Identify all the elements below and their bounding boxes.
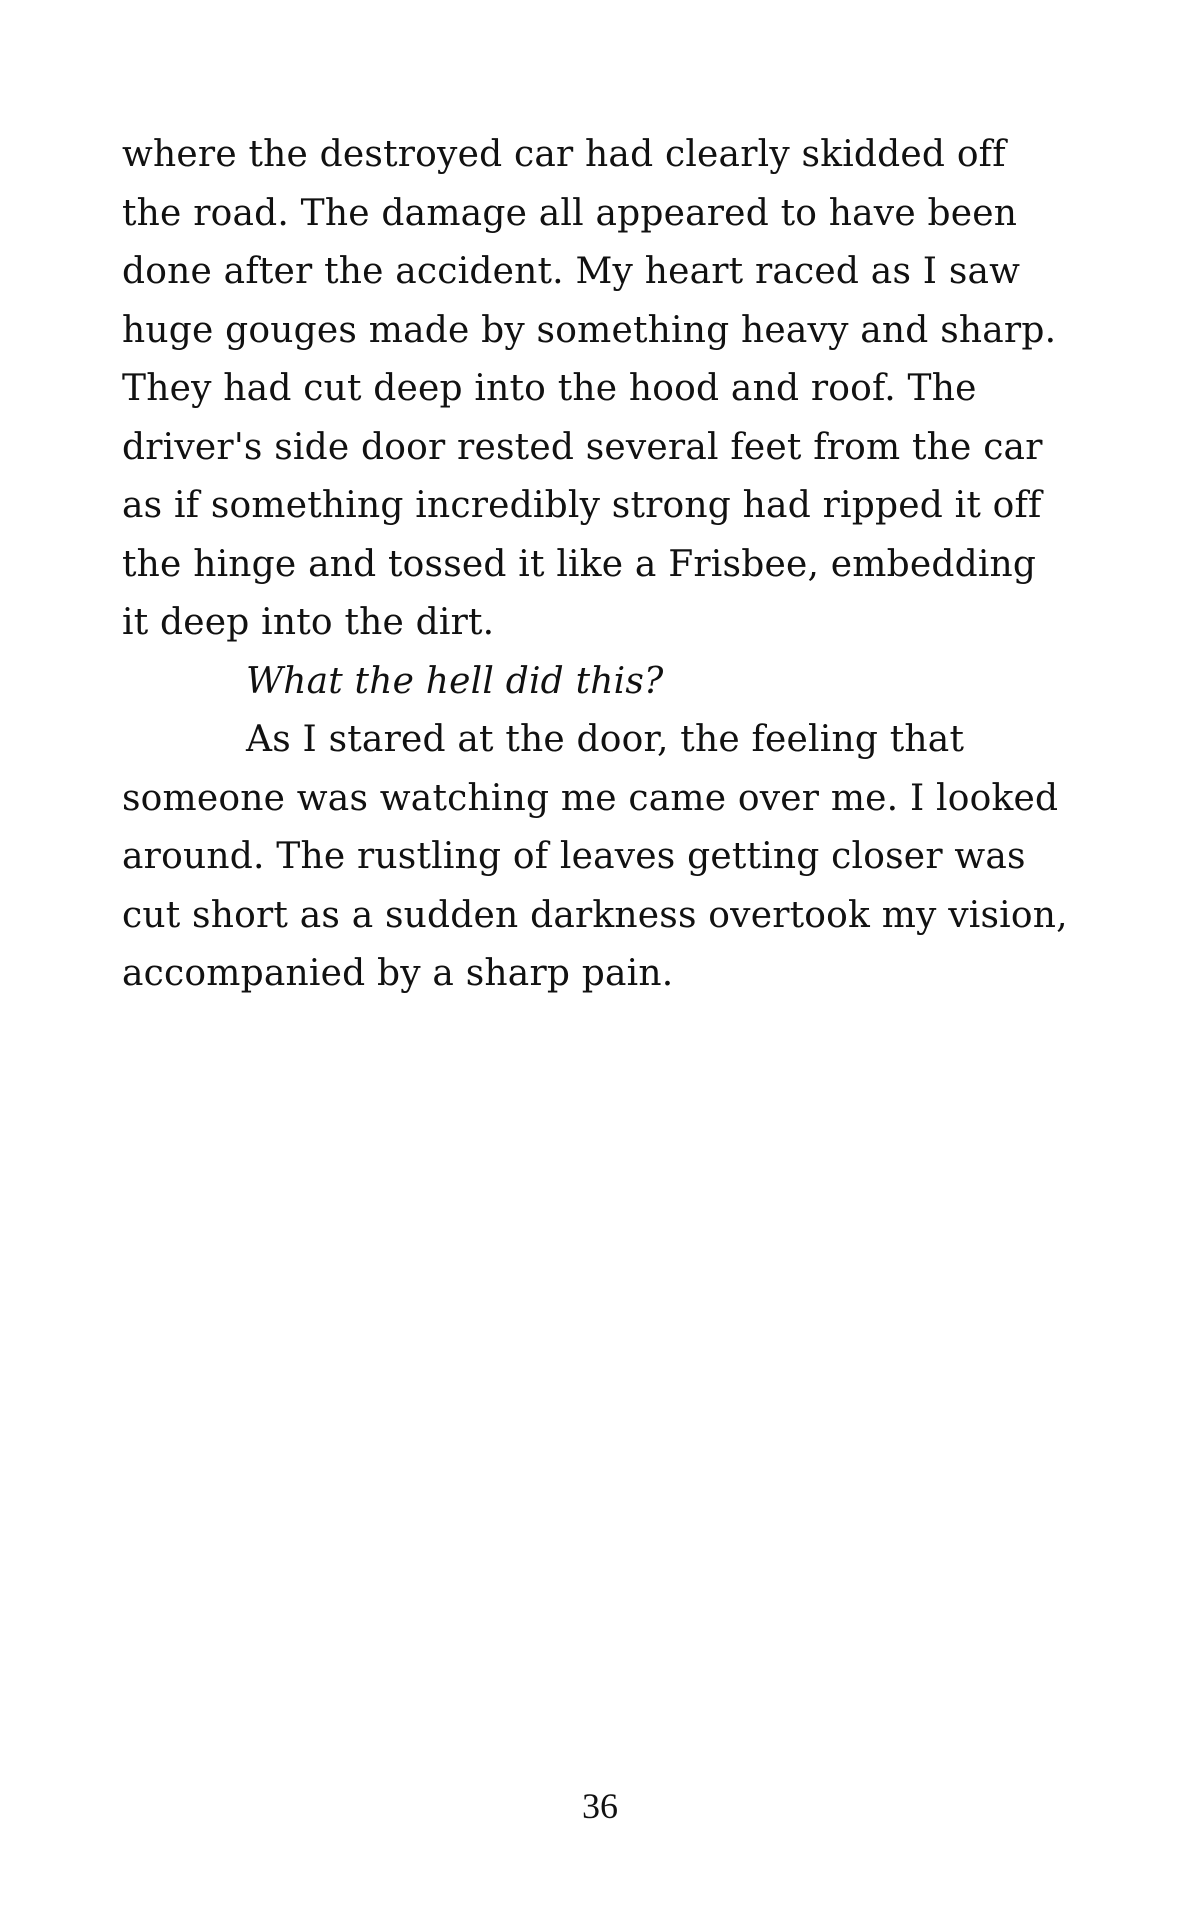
page-body-text bbox=[122, 126, 1102, 1004]
paragraph-darkness bbox=[122, 711, 1102, 1004]
page-number: 36 bbox=[582, 1786, 618, 1826]
text-line: around. The rustling of leaves getting closer was bbox=[122, 836, 1026, 877]
text-line: it deep into the dirt. bbox=[122, 602, 495, 643]
text-line: driver's side door rested several feet from the car bbox=[122, 426, 1043, 468]
text-line: huge gouges made by something heavy and sharp. bbox=[122, 309, 1057, 351]
text-line: done after the accident. My heart raced as I saw bbox=[122, 251, 1021, 292]
paragraph-car-damage bbox=[122, 126, 1102, 653]
text-line: the road. The damage all appeared to have been bbox=[122, 192, 1018, 234]
text-line: accompanied by a sharp pain. bbox=[122, 953, 674, 994]
italic-thought-line: What the hell did this? bbox=[246, 660, 664, 702]
text-line: They had cut deep into the hood and roof. The bbox=[122, 368, 977, 409]
text-line: as if something incredibly strong had ripped it off bbox=[122, 485, 1042, 526]
text-line: cut short as a sudden darkness overtook my vision, bbox=[122, 894, 1068, 936]
text-line: someone was watching me came over me. I looked bbox=[122, 777, 1059, 819]
text-line: As I stared at the door, the feeling that bbox=[246, 719, 965, 760]
text-line: where the destroyed car had clearly skidded off bbox=[122, 134, 1006, 175]
text-line: the hinge and tossed it like a Frisbee, embedding bbox=[122, 543, 1037, 585]
paragraph-inner-thought bbox=[122, 653, 1102, 712]
